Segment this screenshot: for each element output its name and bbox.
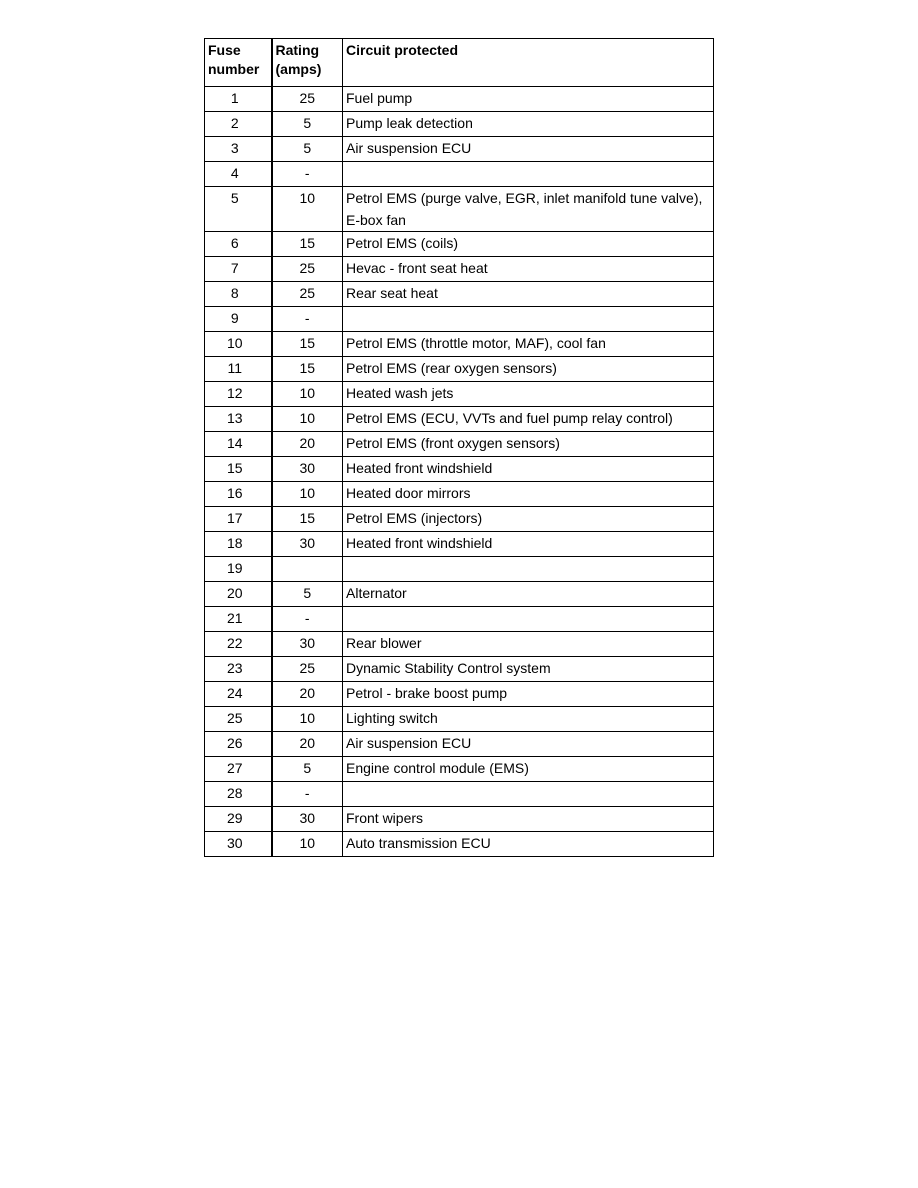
fuse-number-cell: 7 <box>205 257 272 282</box>
circuit-cell: Hevac - front seat heat <box>343 257 714 282</box>
rating-cell: 10 <box>272 832 343 857</box>
circuit-cell: Petrol EMS (ECU, VVTs and fuel pump relay control) <box>343 407 714 432</box>
table-row <box>205 757 714 782</box>
rating-cell: 30 <box>272 632 343 657</box>
circuit-cell: Petrol - brake boost pump <box>343 682 714 707</box>
circuit-cell: Heated wash jets <box>343 382 714 407</box>
fuse-number-cell: 21 <box>205 607 272 632</box>
header-fuse-line1: Fuse <box>208 42 241 58</box>
circuit-cell: Dynamic Stability Control system <box>343 657 714 682</box>
table-row <box>205 187 714 232</box>
table-row <box>205 407 714 432</box>
circuit-cell: Petrol EMS (rear oxygen sensors) <box>343 357 714 382</box>
fuse-number-cell: 18 <box>205 532 272 557</box>
rating-cell: - <box>272 607 343 632</box>
fuse-number-cell: 13 <box>205 407 272 432</box>
circuit-cell: Petrol EMS (injectors) <box>343 507 714 532</box>
header-fuse-number <box>205 39 272 87</box>
rating-cell: 30 <box>272 532 343 557</box>
circuit-cell: Auto transmission ECU <box>343 832 714 857</box>
table-row <box>205 782 714 807</box>
table-row <box>205 832 714 857</box>
rating-cell: 10 <box>272 707 343 732</box>
header-rating-line2: (amps) <box>275 61 322 77</box>
circuit-cell: Petrol EMS (throttle motor, MAF), cool fan <box>343 332 714 357</box>
fuse-number-cell: 23 <box>205 657 272 682</box>
fuse-number-cell: 27 <box>205 757 272 782</box>
rating-cell: 15 <box>272 357 343 382</box>
circuit-cell: Heated front windshield <box>343 532 714 557</box>
fuse-number-cell: 26 <box>205 732 272 757</box>
fuse-number-cell: 20 <box>205 582 272 607</box>
fuse-number-cell: 4 <box>205 162 272 187</box>
rating-cell: 15 <box>272 332 343 357</box>
rating-cell: 25 <box>272 87 343 112</box>
header-rating <box>272 39 343 87</box>
circuit-cell: Rear seat heat <box>343 282 714 307</box>
rating-cell: 20 <box>272 432 343 457</box>
table-row <box>205 87 714 112</box>
fuse-number-cell: 8 <box>205 282 272 307</box>
table-row <box>205 682 714 707</box>
table-row <box>205 582 714 607</box>
fuse-number-cell: 11 <box>205 357 272 382</box>
circuit-cell: Engine control module (EMS) <box>343 757 714 782</box>
circuit-cell: Heated door mirrors <box>343 482 714 507</box>
fuse-number-cell: 30 <box>205 832 272 857</box>
rating-cell: 10 <box>272 187 343 232</box>
rating-cell: 30 <box>272 457 343 482</box>
rating-cell: 15 <box>272 507 343 532</box>
circuit-cell: Rear blower <box>343 632 714 657</box>
fuse-number-cell: 28 <box>205 782 272 807</box>
header-row <box>205 39 714 87</box>
circuit-cell: Lighting switch <box>343 707 714 732</box>
table-row <box>205 807 714 832</box>
table-row <box>205 232 714 257</box>
fuse-table-body <box>205 87 714 857</box>
table-row <box>205 457 714 482</box>
table-row <box>205 607 714 632</box>
rating-cell: 15 <box>272 232 343 257</box>
table-row <box>205 657 714 682</box>
table-row <box>205 532 714 557</box>
table-row <box>205 357 714 382</box>
table-row <box>205 257 714 282</box>
rating-cell <box>272 557 343 582</box>
rating-cell: 5 <box>272 757 343 782</box>
rating-cell: 25 <box>272 257 343 282</box>
rating-cell: 20 <box>272 732 343 757</box>
fuse-table-header <box>205 39 714 87</box>
circuit-cell: Alternator <box>343 582 714 607</box>
rating-cell: 10 <box>272 382 343 407</box>
fuse-table <box>204 38 714 857</box>
circuit-cell: Petrol EMS (purge valve, EGR, inlet manifold tune valve), E-box fan <box>343 187 714 232</box>
fuse-number-cell: 24 <box>205 682 272 707</box>
table-row <box>205 162 714 187</box>
table-row <box>205 282 714 307</box>
fuse-number-cell: 2 <box>205 112 272 137</box>
circuit-cell: Front wipers <box>343 807 714 832</box>
circuit-cell <box>343 782 714 807</box>
rating-cell: 5 <box>272 137 343 162</box>
fuse-number-cell: 17 <box>205 507 272 532</box>
rating-cell: 25 <box>272 282 343 307</box>
table-row <box>205 557 714 582</box>
table-row <box>205 382 714 407</box>
fuse-number-cell: 16 <box>205 482 272 507</box>
fuse-number-cell: 29 <box>205 807 272 832</box>
fuse-number-cell: 22 <box>205 632 272 657</box>
table-row <box>205 732 714 757</box>
header-fuse-line2: number <box>208 61 260 77</box>
rating-cell: - <box>272 162 343 187</box>
circuit-cell: Heated front windshield <box>343 457 714 482</box>
header-circuit-label: Circuit protected <box>346 42 459 58</box>
rating-cell: 5 <box>272 112 343 137</box>
fuse-number-cell: 25 <box>205 707 272 732</box>
circuit-cell: Air suspension ECU <box>343 137 714 162</box>
circuit-cell <box>343 557 714 582</box>
circuit-cell <box>343 162 714 187</box>
table-row <box>205 137 714 162</box>
fuse-number-cell: 5 <box>205 187 272 232</box>
table-row <box>205 632 714 657</box>
rating-cell: 20 <box>272 682 343 707</box>
table-row <box>205 307 714 332</box>
rating-cell: - <box>272 782 343 807</box>
fuse-number-cell: 19 <box>205 557 272 582</box>
fuse-number-cell: 12 <box>205 382 272 407</box>
fuse-number-cell: 1 <box>205 87 272 112</box>
rating-cell: 5 <box>272 582 343 607</box>
fuse-number-cell: 3 <box>205 137 272 162</box>
table-row <box>205 332 714 357</box>
fuse-number-cell: 9 <box>205 307 272 332</box>
fuse-number-cell: 14 <box>205 432 272 457</box>
table-row <box>205 482 714 507</box>
table-row <box>205 507 714 532</box>
circuit-cell: Petrol EMS (coils) <box>343 232 714 257</box>
rating-cell: 30 <box>272 807 343 832</box>
circuit-cell: Pump leak detection <box>343 112 714 137</box>
rating-cell: 25 <box>272 657 343 682</box>
circuit-cell: Petrol EMS (front oxygen sensors) <box>343 432 714 457</box>
rating-cell: 10 <box>272 482 343 507</box>
header-circuit-protected <box>343 39 714 87</box>
circuit-cell: Air suspension ECU <box>343 732 714 757</box>
header-rating-line1: Rating <box>275 42 320 58</box>
table-row <box>205 432 714 457</box>
table-row <box>205 707 714 732</box>
circuit-cell <box>343 607 714 632</box>
fuse-number-cell: 15 <box>205 457 272 482</box>
circuit-cell: Fuel pump <box>343 87 714 112</box>
rating-cell: - <box>272 307 343 332</box>
fuse-number-cell: 10 <box>205 332 272 357</box>
rating-cell: 10 <box>272 407 343 432</box>
fuse-number-cell: 6 <box>205 232 272 257</box>
circuit-cell <box>343 307 714 332</box>
table-row <box>205 112 714 137</box>
